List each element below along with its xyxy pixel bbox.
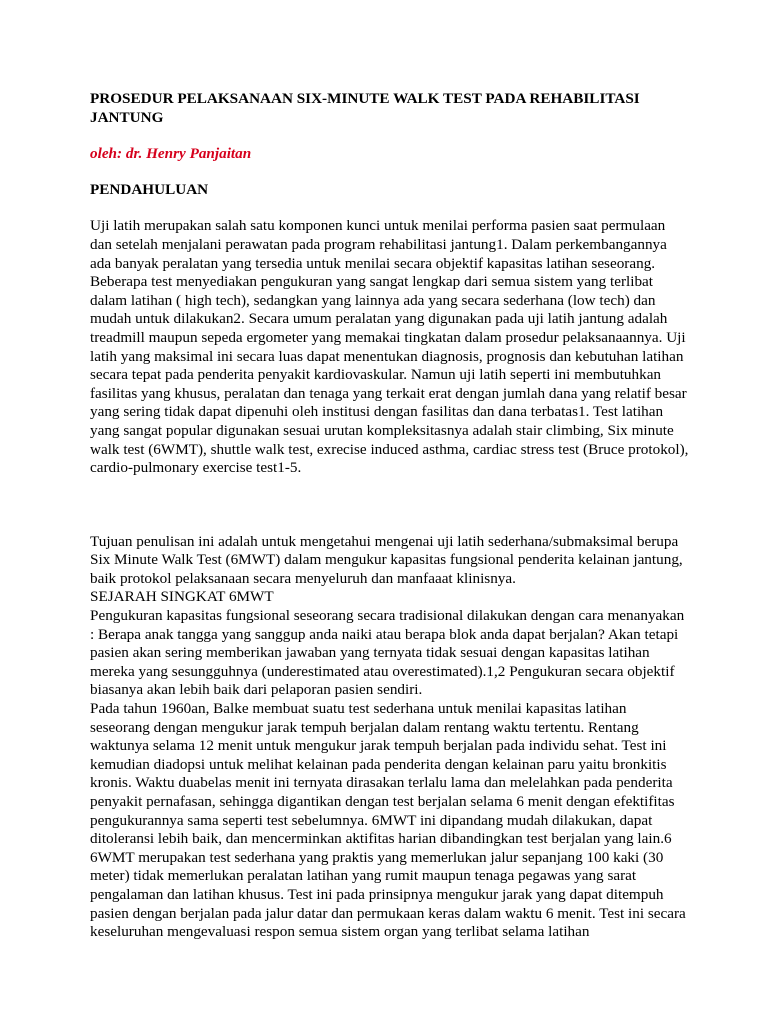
section-heading-sejarah: SEJARAH SINGKAT 6MWT <box>90 588 274 606</box>
paragraph-history-balke: Pada tahun 1960an, Balke membuat suatu test sederhana untuk menilai kapasitas latihan seseorang dengan mengukur jarak tempuh berjalan dalam rentang waktu tertentu. Rentang waktunya selama 12 menit untuk mengukur jarak tempuh berjalan pada individu sehat. Test ini kemudian diadopsi untuk melihat kelainan pada penderita dengan kelainan paru yaitu bronkitis kronis. Waktu duabelas menit ini ternyata dirasakan terlalu lama dan melelahkan pada penderita penyakit pernafasan, sehingga digantikan dengan test berjalan selama 6 menit dengan efektifitas pengukurannya sama seperti test sebelumnya. 6MWT ini dipandang mudah dilakukan, dapat ditoleransi lebih baik, dan mencerminkan aktifitas harian dibandingkan test berjalan yang lain.6 6WMT merupakan test sederhana yang praktis yang memerlukan jalur sepanjang 100 kaki (30 meter) tidak memerlukan peralatan latihan yang rumit maupun tenaga pegawas yang sarat pengalaman dan latihan khusus. Test ini pada prinsipnya mengukur jarak yang dapat ditempuh pasien dengan berjalan pada jalur datar dan permukaan keras dalam waktu 6 menit. Test ini secara keseluruhan mengevaluasi respon semua sistem organ yang terlibat selama latihan <box>90 700 686 941</box>
paragraph-spacer <box>90 478 690 533</box>
paragraph-purpose: Tujuan penulisan ini adalah untuk mengetahui mengenai uji latih sederhana/submaksimal berupa Six Minute Walk Test (6MWT) dalam mengukur kapasitas fungsional penderita kelainan jantung, baik protokol pelaksanaan secara menyeluruh dan manfaaat klinisnya. <box>90 532 683 587</box>
paragraph-introduction: Uji latih merupakan salah satu komponen kunci untuk menilai performa pasien saat permulaan dan setelah menjalani perawatan pada program rehabilitasi jantung1. Dalam perkembangannya ada banyak peralatan yang tersedia untuk menilai secara objektif kapasitas latihan seseorang. Beberapa test menyediakan pengukuran yang sangat lengkap dari semua sistem yang terlibat dalam latihan ( high tech), sedangkan yang lainnya ada yang secara sederhana (low tech) dan mudah untuk dilakukan2. Secara umum peralatan yang digunakan pada uji latih jantung adalah treadmill maupun sepeda ergometer yang memakai tingkatan dalam prosedur pelaksanaannya. Uji latih yang maksimal ini secara luas dapat menentukan diagnosis, prognosis dan kebutuhan latihan secara tepat pada penderita penyakit kardiovaskular. Namun uji latih seperti ini membutuhkan fasilitas yang khusus, peralatan dan tenaga yang terkait erat dengan jumlah dana yang relatif besar yang sering tidak dapat dipenuhi oleh institusi dengan fasilitas dan dana terbatas1. Test latihan yang sangat popular digunakan sesuai urutan kompleksitasnya adalah stair climbing, Six minute walk test (6WMT), shuttle walk test, exrecise induced asthma, cardiac stress test (Bruce protokol), cardio-pulmonary exercise test1-5. <box>90 217 689 477</box>
document-author: oleh: dr. Henry Panjaitan <box>90 145 252 163</box>
paragraph-history-measurement: Pengukuran kapasitas fungsional seseorang secara tradisional dilakukan dengan cara menanyakan : Berapa anak tangga yang sanggup anda naiki atau berapa blok anda dapat berjalan? Akan tetapi pasien akan sering memberikan jawaban yang ternyata tidak sesuai dengan kapasitas latihan mereka yang sesungguhnya (underestimated atau overestimated).1,2 Pengukuran secara objektif biasanya akan lebih baik dari pelaporan pasien sendiri. <box>90 607 685 699</box>
document-page <box>90 90 690 942</box>
section-heading-pendahuluan: PENDAHULUAN <box>90 180 209 198</box>
document-title: PROSEDUR PELAKSANAAN SIX-MINUTE WALK TEST PADA REHABILITASI JANTUNG <box>90 90 640 126</box>
